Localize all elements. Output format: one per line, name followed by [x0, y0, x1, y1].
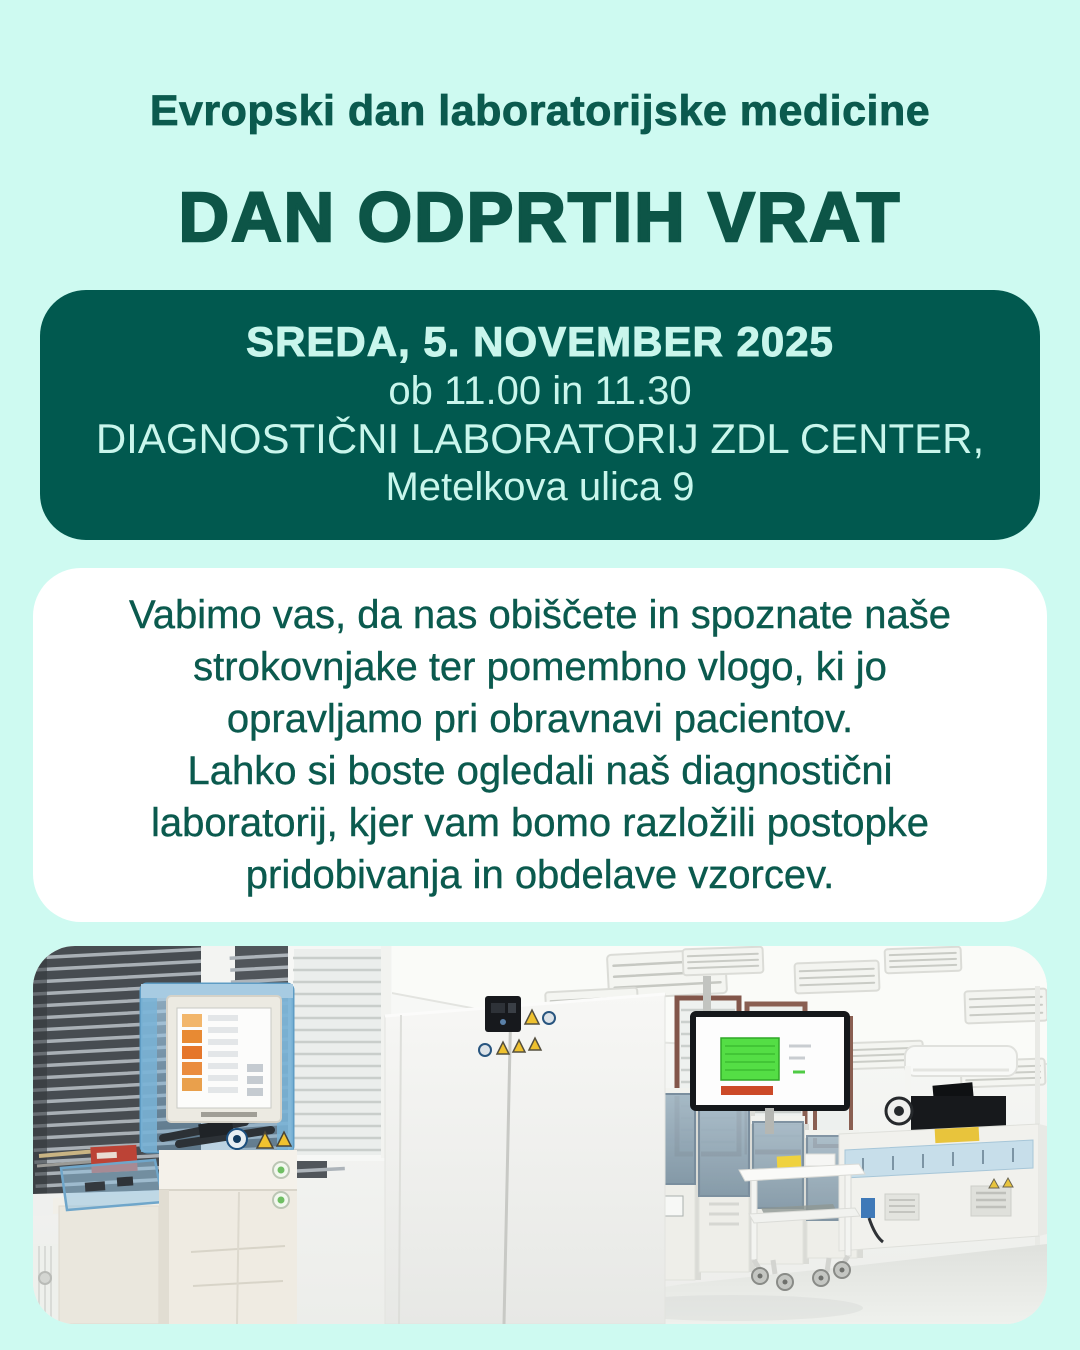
event-info-card: [40, 290, 1040, 540]
event-date: SREDA, 5. NOVEMBER 2025: [246, 318, 834, 365]
event-venue: DIAGNOSTIČNI LABORATORIJ ZDL CENTER,: [95, 415, 985, 462]
analyzer-screen: [167, 996, 281, 1122]
window-blinds-light: [291, 946, 391, 1158]
invitation-line: Vabimo vas, da nas obiščete in spoznate naše: [129, 593, 951, 637]
invitation-line: laboratorij, kjer vam bomo razložili postopke: [150, 801, 930, 845]
event-address: Metelkova ulica 9: [385, 465, 695, 509]
eyebrow-text: Evropski dan laboratorijske medicine: [149, 87, 931, 135]
invitation-line: pridobivanja in obdelave vzorcev.: [245, 853, 835, 897]
lab-photo: [33, 946, 1047, 1324]
invitation-line: Lahko si boste ogledali naš diagnostični: [187, 749, 893, 793]
lab-fridge: [385, 994, 665, 1324]
invitation-line: opravljamo pri obravnavi pacientov.: [226, 697, 854, 741]
invitation-card: [33, 568, 1047, 922]
event-time: ob 11.00 in 11.30: [388, 369, 692, 413]
page-title: DAN ODPRTIH VRAT: [178, 178, 902, 256]
analyzer-tower: [141, 984, 297, 1324]
invitation-line: strokovnjake ter pomembno vlogo, ki jo: [193, 645, 887, 689]
